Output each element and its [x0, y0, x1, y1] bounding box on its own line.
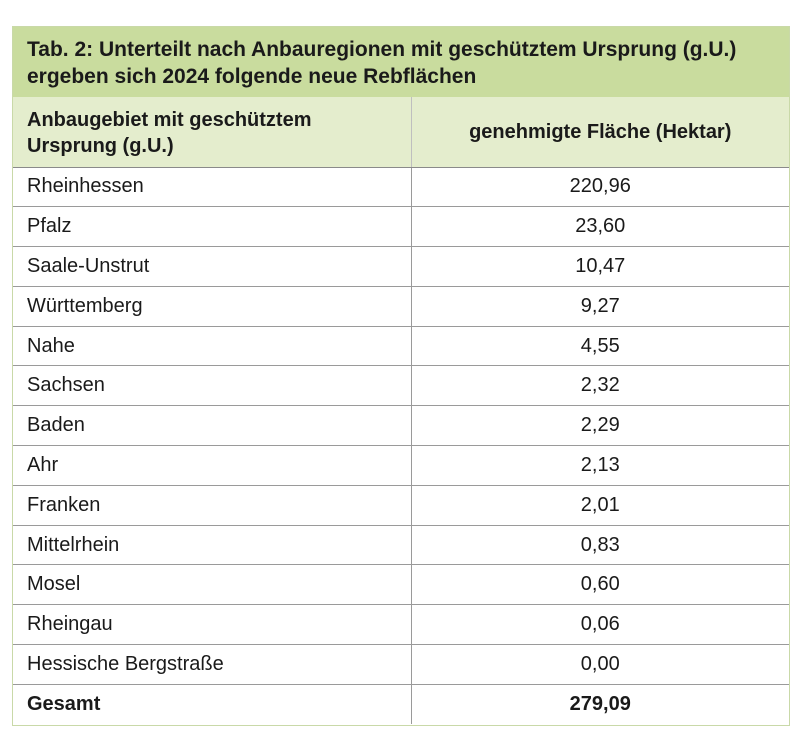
table-row	[13, 525, 789, 565]
region-cell: Hessische Bergstraße	[13, 645, 411, 685]
header-row	[13, 97, 789, 167]
area-cell: 4,55	[411, 326, 789, 366]
table-row	[13, 167, 789, 207]
area-cell: 0,60	[411, 565, 789, 605]
table-row	[13, 446, 789, 486]
header-area: genehmigte Fläche (Hektar)	[411, 97, 789, 167]
area-cell: 0,83	[411, 525, 789, 565]
total-label: Gesamt	[13, 684, 411, 724]
area-cell: 2,29	[411, 406, 789, 446]
area-cell: 2,01	[411, 485, 789, 525]
table-title: Tab. 2: Unterteilt nach Anbauregionen mit geschütztem Ursprung (g.U.) ergeben sich 2024 folgende neue Rebflächen	[13, 27, 789, 97]
table-row	[13, 366, 789, 406]
table-row	[13, 485, 789, 525]
region-cell: Rheinhessen	[13, 167, 411, 207]
header-region: Anbaugebiet mit geschütztem Ursprung (g.U.)	[13, 97, 411, 167]
area-cell: 9,27	[411, 286, 789, 326]
data-table	[13, 97, 789, 724]
area-cell: 2,32	[411, 366, 789, 406]
region-cell: Saale-Unstrut	[13, 247, 411, 287]
region-cell: Nahe	[13, 326, 411, 366]
area-cell: 220,96	[411, 167, 789, 207]
area-cell: 0,00	[411, 645, 789, 685]
table-row	[13, 247, 789, 287]
table-row	[13, 565, 789, 605]
region-cell: Mosel	[13, 565, 411, 605]
total-value: 279,09	[569, 693, 631, 715]
region-cell: Pfalz	[13, 207, 411, 247]
table-body	[13, 167, 789, 724]
area-cell: 2,13	[411, 446, 789, 486]
table-row	[13, 207, 789, 247]
table-row	[13, 605, 789, 645]
total-row	[13, 684, 789, 724]
region-cell: Franken	[13, 485, 411, 525]
region-cell: Baden	[13, 406, 411, 446]
region-cell: Sachsen	[13, 366, 411, 406]
area-cell: 23,60	[411, 207, 789, 247]
table-row	[13, 286, 789, 326]
area-cell: 0,06	[411, 605, 789, 645]
table-row	[13, 326, 789, 366]
region-cell: Ahr	[13, 446, 411, 486]
table-row	[13, 406, 789, 446]
table-row	[13, 645, 789, 685]
area-cell: 10,47	[411, 247, 789, 287]
table-card	[12, 26, 790, 726]
region-cell: Württemberg	[13, 286, 411, 326]
region-cell: Rheingau	[13, 605, 411, 645]
region-cell: Mittelrhein	[13, 525, 411, 565]
